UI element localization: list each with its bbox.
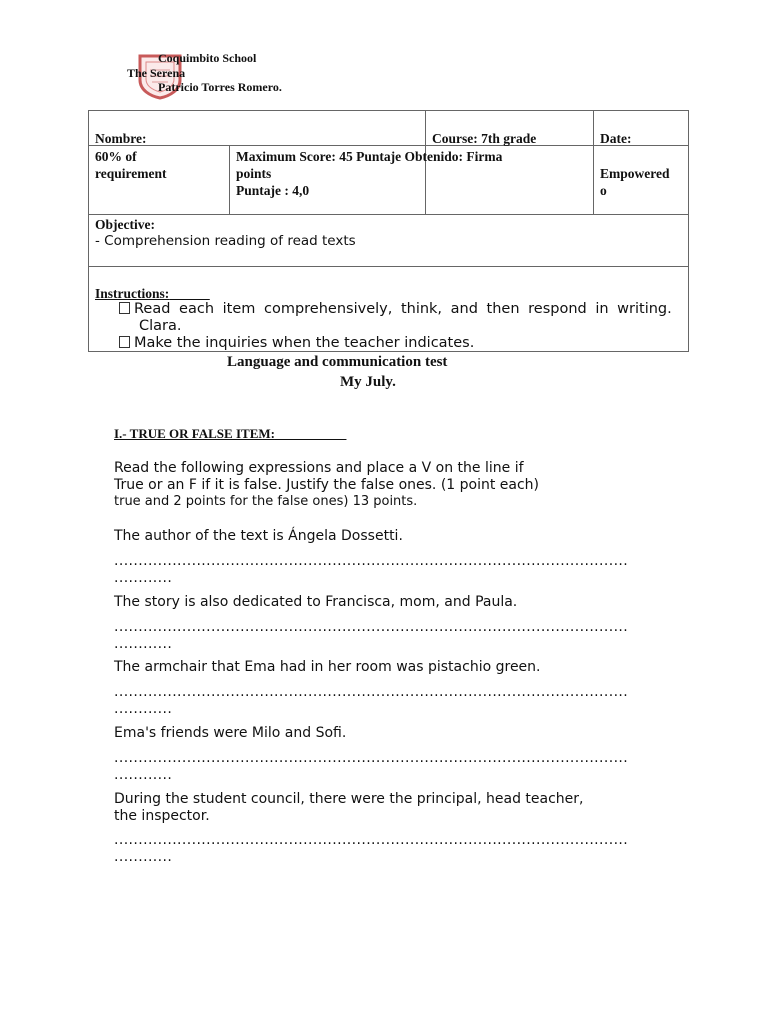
- item-3-answer-line[interactable]: ..........................................................................................................: [114, 684, 629, 700]
- item-3-answer-line-cont[interactable]: ............: [114, 701, 173, 717]
- item-5-answer-line-cont[interactable]: ............: [114, 849, 173, 865]
- instruction-1: Read each item comprehensively, think, and then respond in writing.: [119, 301, 672, 318]
- test-title: Language and communication test: [227, 354, 448, 370]
- empowered-line2: o: [600, 183, 607, 198]
- name-label: Nombre:: [95, 131, 147, 146]
- item-5-statement-line2: the inspector.: [114, 808, 210, 824]
- item-4-answer-line-cont[interactable]: ............: [114, 767, 173, 783]
- instruction-2: Make the inquiries when the teacher indicates.: [119, 335, 474, 352]
- section-instructions-line2: True or an F if it is false. Justify the false ones. (1 point each): [114, 477, 540, 493]
- item-4-answer-line[interactable]: ..........................................................................................................: [114, 750, 629, 766]
- checkbox-icon: [119, 336, 130, 348]
- section-instructions-line3: true and 2 points for the false ones) 13 points.: [114, 494, 418, 509]
- course-label: Course: 7th grade: [432, 131, 537, 146]
- school-city: The Serena: [127, 66, 186, 80]
- instructions-label: Instructions:: [95, 286, 170, 301]
- test-subtitle: My July.: [340, 374, 396, 390]
- item-2-answer-line-cont[interactable]: ............: [114, 636, 173, 652]
- item-5-statement-line1: During the student council, there were the principal, head teacher,: [114, 791, 584, 807]
- requirement-line1: 60% of: [95, 149, 137, 164]
- info-table: [88, 110, 689, 352]
- item-1-statement: The author of the text is Ángela Dossetti.: [114, 528, 403, 544]
- teacher-name: Patricio Torres Romero.: [158, 80, 282, 94]
- score-line2: points: [236, 166, 272, 181]
- item-4-statement: Ema's friends were Milo and Sofi.: [114, 725, 347, 741]
- empowered-line1: Empowered: [600, 166, 670, 181]
- checkbox-icon: [119, 302, 130, 314]
- item-2-answer-line[interactable]: ..........................................................................................................: [114, 619, 629, 635]
- item-5-answer-line[interactable]: ..........................................................................................................: [114, 832, 629, 848]
- school-name: Coquimbito School: [158, 51, 257, 65]
- item-1-answer-line-cont[interactable]: ............: [114, 570, 173, 586]
- date-label: Date:: [600, 131, 632, 146]
- item-3-statement: The armchair that Ema had in her room was pistachio green.: [114, 659, 541, 675]
- score-line3: Puntaje : 4,0: [236, 183, 310, 198]
- instruction-1-cont: Clara.: [139, 318, 182, 334]
- objective-text: - Comprehension reading of read texts: [95, 233, 356, 249]
- requirement-line2: requirement: [95, 166, 167, 181]
- section-instructions-line1: Read the following expressions and place a V on the line if: [114, 460, 524, 476]
- section-heading: I.- TRUE OR FALSE ITEM:: [114, 426, 275, 441]
- item-1-answer-line[interactable]: ..........................................................................................................: [114, 553, 629, 569]
- objective-label: Objective:: [95, 217, 155, 232]
- score-line1: Maximum Score: 45 Puntaje Obtenido: Firma: [236, 149, 503, 164]
- item-2-statement: The story is also dedicated to Francisca, mom, and Paula.: [114, 594, 518, 610]
